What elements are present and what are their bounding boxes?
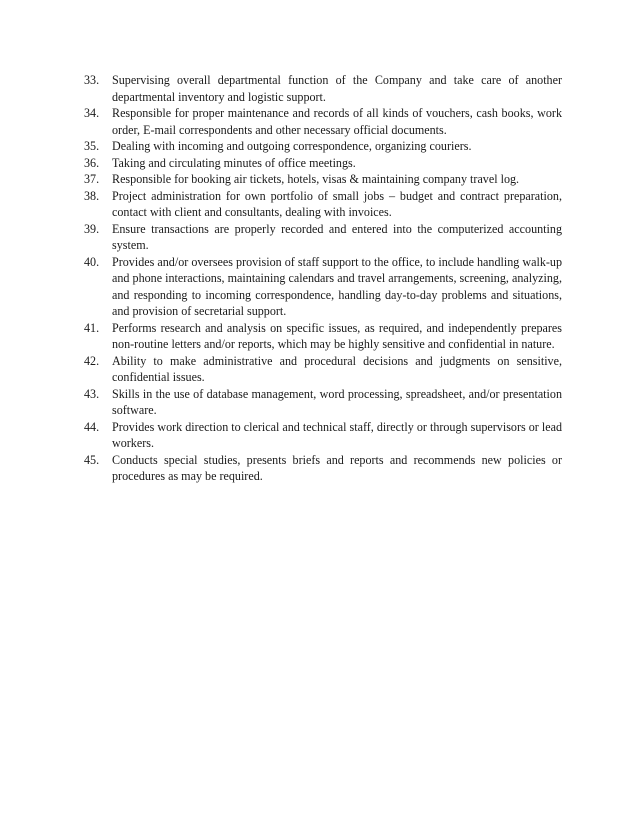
list-item	[84, 419, 562, 452]
item-number: 40.	[84, 254, 100, 269]
item-number: 43.	[84, 386, 100, 401]
item-number: 36.	[84, 155, 100, 170]
item-number: 37.	[84, 172, 100, 186]
list-item	[84, 452, 562, 485]
list-item	[84, 171, 562, 188]
item-number: 41.	[84, 320, 100, 335]
item-text: Provides and/or oversees provision of staff support to the office, to include handling walk-up and phone interactions, maintaining calendars and travel arrangements, screening, analyzing, and responding to incoming correspondence, handling day-to-day problems and situations, and provision of secretarial support.	[112, 254, 562, 318]
item-number: 38.	[84, 188, 100, 203]
item-text: Provides work direction to clerical and technical staff, directly or through supervisors or lead workers.	[112, 419, 562, 450]
list-item	[84, 105, 562, 138]
item-text: Conducts special studies, presents briefs and reports and recommends new policies or procedures as may be required.	[112, 452, 562, 483]
item-number: 33.	[84, 73, 100, 87]
list-item	[84, 72, 562, 105]
item-text: Ensure transactions are properly recorded and entered into the computerized accounting system.	[112, 221, 562, 252]
list-item	[84, 254, 562, 320]
list-item	[84, 188, 562, 221]
item-text: Performs research and analysis on specific issues, as required, and independently prepares non-routine letters and/or reports, which may be highly sensitive and confidential in nature.	[112, 320, 562, 351]
list-item	[84, 320, 562, 353]
list-item	[84, 386, 562, 419]
item-text: Ability to make administrative and procedural decisions and judgments on sensitive, confidential issues.	[112, 353, 562, 384]
item-number: 34.	[84, 106, 100, 120]
list-item	[84, 155, 562, 172]
item-text: Taking and circulating minutes of office meetings.	[112, 155, 356, 170]
item-number: 35.	[84, 139, 100, 153]
item-number: 44.	[84, 419, 100, 434]
item-text: Supervising overall departmental function of the Company and take care of another departmental inventory and logistic support.	[112, 73, 562, 104]
item-text: Skills in the use of database management, word processing, spreadsheet, and/or presentation software.	[112, 386, 562, 417]
item-text: Responsible for booking air tickets, hotels, visas & maintaining company travel log.	[112, 172, 520, 186]
list-item	[84, 221, 562, 254]
item-text: Dealing with incoming and outgoing correspondence, organizing couriers.	[112, 139, 472, 153]
responsibilities-list	[84, 72, 562, 485]
item-text: Project administration for own portfolio of small jobs – budget and contract preparation, contact with client and consultants, dealing with invoices.	[112, 188, 562, 219]
item-number: 39.	[84, 221, 100, 236]
item-text: Responsible for proper maintenance and records of all kinds of vouchers, cash books, work order, E-mail correspondents and other necessary official documents.	[112, 106, 562, 137]
list-item	[84, 353, 562, 386]
list-item	[84, 138, 562, 155]
item-number: 45.	[84, 452, 100, 467]
item-number: 42.	[84, 353, 100, 368]
